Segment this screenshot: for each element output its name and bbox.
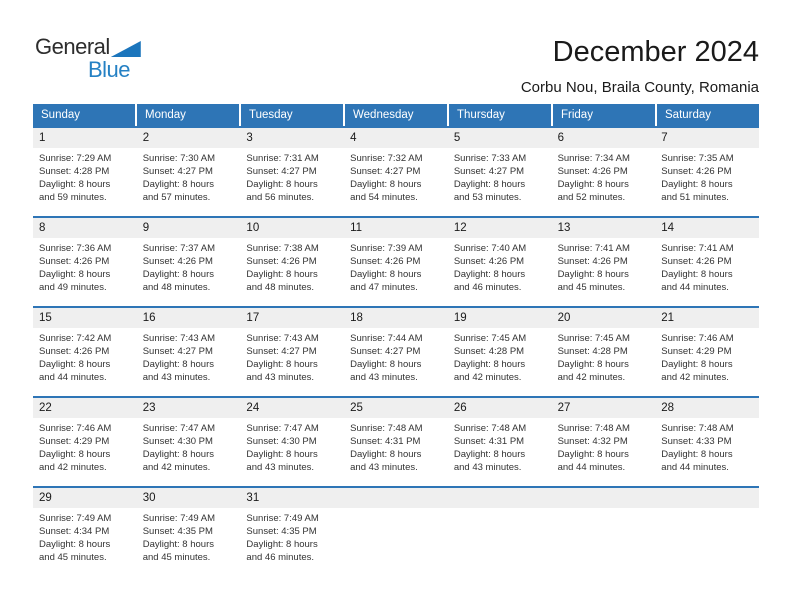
day-number: 17 bbox=[240, 308, 344, 328]
day-number: 16 bbox=[137, 308, 241, 328]
sunrise-text: Sunrise: 7:41 AM bbox=[661, 243, 734, 254]
day-cell bbox=[240, 488, 344, 576]
day-cell bbox=[448, 218, 552, 306]
day-number: 1 bbox=[33, 128, 137, 148]
day-cell bbox=[137, 128, 241, 216]
daylight-text-line2: and 45 minutes. bbox=[142, 552, 211, 563]
daylight-text-line1: Daylight: 8 hours bbox=[142, 359, 214, 370]
daylight-text-line1: Daylight: 8 hours bbox=[557, 359, 629, 370]
day-details bbox=[33, 148, 137, 204]
sunset-text: Sunset: 4:26 PM bbox=[453, 256, 525, 267]
daylight-text-line1: Daylight: 8 hours bbox=[661, 449, 733, 460]
sunset-text: Sunset: 4:35 PM bbox=[246, 526, 317, 537]
daylight-text-line2: and 44 minutes. bbox=[661, 462, 729, 473]
daylight-text-line2: and 49 minutes. bbox=[39, 282, 107, 293]
daylight-text-line2: and 43 minutes. bbox=[350, 372, 418, 383]
sunset-text: Sunset: 4:28 PM bbox=[557, 346, 628, 357]
day-cell bbox=[655, 218, 759, 306]
logo-text-blue: Blue bbox=[88, 57, 131, 82]
calendar-table bbox=[33, 104, 759, 576]
day-cell bbox=[655, 488, 759, 576]
day-cell bbox=[344, 128, 448, 216]
day-number: 14 bbox=[655, 218, 759, 238]
daylight-text-line1: Daylight: 8 hours bbox=[453, 449, 526, 460]
sunrise-text: Sunrise: 7:35 AM bbox=[661, 153, 734, 164]
day-number: 7 bbox=[655, 128, 759, 148]
day-number: 27 bbox=[552, 398, 656, 418]
day-number: 3 bbox=[240, 128, 344, 148]
sunrise-text: Sunrise: 7:49 AM bbox=[246, 513, 319, 524]
daylight-text-line2: and 43 minutes. bbox=[350, 462, 418, 473]
location-subtitle: Corbu Nou, Braila County, Romania bbox=[520, 79, 759, 96]
day-number: 18 bbox=[344, 308, 448, 328]
day-details bbox=[344, 418, 448, 474]
daylight-text-line1: Daylight: 8 hours bbox=[39, 359, 111, 370]
daylight-text-line2: and 48 minutes. bbox=[142, 282, 211, 293]
day-details bbox=[137, 328, 241, 384]
daylight-text-line1: Daylight: 8 hours bbox=[142, 449, 214, 460]
sunset-text: Sunset: 4:26 PM bbox=[350, 256, 421, 267]
daylight-text-line2: and 54 minutes. bbox=[350, 192, 418, 203]
header bbox=[521, 36, 759, 96]
sunrise-text: Sunrise: 7:40 AM bbox=[453, 243, 527, 254]
day-cell bbox=[552, 488, 656, 576]
daylight-text-line2: and 44 minutes. bbox=[39, 372, 107, 383]
weekday-header: Wednesday bbox=[345, 104, 447, 126]
daylight-text-line2: and 57 minutes. bbox=[142, 192, 211, 203]
day-number: 23 bbox=[137, 398, 241, 418]
day-number: 21 bbox=[655, 308, 759, 328]
day-details bbox=[655, 418, 759, 474]
daylight-text-line1: Daylight: 8 hours bbox=[557, 179, 629, 190]
sunrise-text: Sunrise: 7:47 AM bbox=[142, 423, 216, 434]
day-details bbox=[448, 148, 552, 204]
logo-text-general: General bbox=[35, 34, 110, 59]
day-cell bbox=[552, 398, 656, 486]
sunrise-text: Sunrise: 7:46 AM bbox=[661, 333, 734, 344]
day-number: 25 bbox=[344, 398, 448, 418]
daylight-text-line2: and 53 minutes. bbox=[453, 192, 522, 203]
daylight-text-line1: Daylight: 8 hours bbox=[246, 179, 318, 190]
sunset-text: Sunset: 4:27 PM bbox=[350, 346, 421, 357]
day-details bbox=[33, 508, 137, 564]
sunset-text: Sunset: 4:26 PM bbox=[557, 166, 628, 177]
week-row bbox=[33, 306, 759, 396]
day-details bbox=[137, 508, 241, 564]
daylight-text-line1: Daylight: 8 hours bbox=[453, 179, 526, 190]
day-cell bbox=[448, 398, 552, 486]
weekday-header: Sunday bbox=[33, 104, 135, 126]
sunset-text: Sunset: 4:26 PM bbox=[39, 346, 110, 357]
day-cell bbox=[344, 218, 448, 306]
daylight-text-line2: and 43 minutes. bbox=[246, 462, 315, 473]
logo bbox=[35, 36, 141, 81]
day-cell bbox=[344, 398, 448, 486]
sunset-text: Sunset: 4:26 PM bbox=[142, 256, 213, 267]
day-number: 9 bbox=[137, 218, 241, 238]
daylight-text-line2: and 46 minutes. bbox=[453, 282, 522, 293]
day-details bbox=[240, 418, 344, 474]
daylight-text-line2: and 45 minutes. bbox=[39, 552, 107, 563]
day-number: 20 bbox=[552, 308, 656, 328]
day-details bbox=[240, 328, 344, 384]
sunset-text: Sunset: 4:30 PM bbox=[246, 436, 317, 447]
sunset-text: Sunset: 4:27 PM bbox=[246, 346, 317, 357]
day-cell bbox=[552, 128, 656, 216]
day-cell bbox=[33, 308, 137, 396]
weekday-header: Friday bbox=[553, 104, 655, 126]
day-number: 11 bbox=[344, 218, 448, 238]
daylight-text-line1: Daylight: 8 hours bbox=[661, 359, 733, 370]
day-cell bbox=[137, 488, 241, 576]
day-cell bbox=[552, 218, 656, 306]
daylight-text-line1: Daylight: 8 hours bbox=[246, 449, 318, 460]
sunset-text: Sunset: 4:26 PM bbox=[661, 166, 732, 177]
sunset-text: Sunset: 4:26 PM bbox=[557, 256, 628, 267]
daylight-text-line2: and 44 minutes. bbox=[661, 282, 729, 293]
daylight-text-line1: Daylight: 8 hours bbox=[39, 179, 111, 190]
daylight-text-line1: Daylight: 8 hours bbox=[246, 359, 318, 370]
day-details bbox=[344, 148, 448, 204]
day-cell bbox=[33, 218, 137, 306]
day-number: 31 bbox=[240, 488, 344, 508]
sunset-text: Sunset: 4:34 PM bbox=[39, 526, 110, 537]
day-cell bbox=[448, 128, 552, 216]
day-number: 30 bbox=[137, 488, 241, 508]
daylight-text-line1: Daylight: 8 hours bbox=[557, 449, 629, 460]
day-cell bbox=[240, 308, 344, 396]
daylight-text-line2: and 56 minutes. bbox=[246, 192, 315, 203]
daylight-text-line1: Daylight: 8 hours bbox=[350, 269, 422, 280]
daylight-text-line2: and 59 minutes. bbox=[39, 192, 107, 203]
daylight-text-line2: and 44 minutes. bbox=[557, 462, 626, 473]
day-details bbox=[655, 148, 759, 204]
day-number: 12 bbox=[448, 218, 552, 238]
day-details bbox=[552, 418, 656, 474]
daylight-text-line1: Daylight: 8 hours bbox=[350, 449, 422, 460]
daylight-text-line1: Daylight: 8 hours bbox=[142, 179, 214, 190]
daylight-text-line2: and 45 minutes. bbox=[557, 282, 626, 293]
day-details bbox=[448, 418, 552, 474]
day-cell bbox=[344, 488, 448, 576]
sunset-text: Sunset: 4:27 PM bbox=[453, 166, 525, 177]
day-details bbox=[33, 238, 137, 294]
sunrise-text: Sunrise: 7:38 AM bbox=[246, 243, 319, 254]
day-details bbox=[655, 328, 759, 384]
sunset-text: Sunset: 4:27 PM bbox=[246, 166, 317, 177]
day-details bbox=[448, 508, 552, 512]
day-cell bbox=[33, 398, 137, 486]
sunset-text: Sunset: 4:28 PM bbox=[39, 166, 110, 177]
sunset-text: Sunset: 4:27 PM bbox=[350, 166, 421, 177]
day-cell bbox=[448, 308, 552, 396]
sunrise-text: Sunrise: 7:29 AM bbox=[39, 153, 112, 164]
sunrise-text: Sunrise: 7:30 AM bbox=[142, 153, 216, 164]
day-details bbox=[137, 148, 241, 204]
sunrise-text: Sunrise: 7:33 AM bbox=[453, 153, 527, 164]
daylight-text-line2: and 42 minutes. bbox=[661, 372, 729, 383]
daylight-text-line1: Daylight: 8 hours bbox=[39, 269, 111, 280]
day-number: 10 bbox=[240, 218, 344, 238]
day-cell bbox=[552, 308, 656, 396]
daylight-text-line1: Daylight: 8 hours bbox=[142, 539, 214, 550]
sunset-text: Sunset: 4:30 PM bbox=[142, 436, 213, 447]
page-title: December 2024 bbox=[552, 36, 759, 68]
day-number: 2 bbox=[137, 128, 241, 148]
calendar-weeks bbox=[33, 126, 759, 576]
day-details bbox=[344, 508, 448, 512]
week-row bbox=[33, 126, 759, 216]
day-cell bbox=[137, 218, 241, 306]
daylight-text-line2: and 46 minutes. bbox=[246, 552, 315, 563]
sunrise-text: Sunrise: 7:43 AM bbox=[142, 333, 216, 344]
day-number: 6 bbox=[552, 128, 656, 148]
logo-triangle-icon bbox=[111, 41, 141, 57]
weekday-header: Thursday bbox=[449, 104, 551, 126]
sunrise-text: Sunrise: 7:48 AM bbox=[350, 423, 423, 434]
weekday-header-row bbox=[33, 104, 759, 126]
daylight-text-line2: and 43 minutes. bbox=[453, 462, 522, 473]
sunrise-text: Sunrise: 7:41 AM bbox=[557, 243, 630, 254]
sunset-text: Sunset: 4:26 PM bbox=[246, 256, 317, 267]
week-row bbox=[33, 216, 759, 306]
day-number: 15 bbox=[33, 308, 137, 328]
day-number: 26 bbox=[448, 398, 552, 418]
sunset-text: Sunset: 4:27 PM bbox=[142, 346, 213, 357]
day-number: 29 bbox=[33, 488, 137, 508]
day-details bbox=[33, 328, 137, 384]
daylight-text-line2: and 42 minutes. bbox=[453, 372, 522, 383]
daylight-text-line1: Daylight: 8 hours bbox=[142, 269, 214, 280]
sunrise-text: Sunrise: 7:31 AM bbox=[246, 153, 319, 164]
day-details bbox=[137, 238, 241, 294]
day-number bbox=[448, 488, 552, 508]
daylight-text-line1: Daylight: 8 hours bbox=[350, 359, 422, 370]
sunrise-text: Sunrise: 7:45 AM bbox=[453, 333, 527, 344]
day-number: 28 bbox=[655, 398, 759, 418]
day-cell bbox=[137, 308, 241, 396]
day-details bbox=[448, 328, 552, 384]
daylight-text-line2: and 47 minutes. bbox=[350, 282, 418, 293]
day-details bbox=[655, 508, 759, 512]
daylight-text-line1: Daylight: 8 hours bbox=[350, 179, 422, 190]
day-details bbox=[552, 328, 656, 384]
day-number: 13 bbox=[552, 218, 656, 238]
sunset-text: Sunset: 4:26 PM bbox=[39, 256, 110, 267]
day-details bbox=[552, 148, 656, 204]
day-number: 5 bbox=[448, 128, 552, 148]
weekday-header: Monday bbox=[137, 104, 239, 126]
sunrise-text: Sunrise: 7:46 AM bbox=[39, 423, 112, 434]
day-number: 19 bbox=[448, 308, 552, 328]
sunset-text: Sunset: 4:27 PM bbox=[142, 166, 213, 177]
sunset-text: Sunset: 4:31 PM bbox=[350, 436, 421, 447]
sunrise-text: Sunrise: 7:48 AM bbox=[557, 423, 630, 434]
day-details bbox=[448, 238, 552, 294]
week-row bbox=[33, 486, 759, 576]
daylight-text-line2: and 42 minutes. bbox=[557, 372, 626, 383]
daylight-text-line2: and 43 minutes. bbox=[246, 372, 315, 383]
day-cell bbox=[344, 308, 448, 396]
daylight-text-line1: Daylight: 8 hours bbox=[246, 539, 318, 550]
day-cell bbox=[240, 218, 344, 306]
sunset-text: Sunset: 4:35 PM bbox=[142, 526, 213, 537]
sunrise-text: Sunrise: 7:36 AM bbox=[39, 243, 112, 254]
day-details bbox=[552, 238, 656, 294]
daylight-text-line2: and 51 minutes. bbox=[661, 192, 729, 203]
sunset-text: Sunset: 4:29 PM bbox=[39, 436, 110, 447]
day-cell bbox=[33, 488, 137, 576]
sunrise-text: Sunrise: 7:48 AM bbox=[453, 423, 527, 434]
sunrise-text: Sunrise: 7:37 AM bbox=[142, 243, 216, 254]
day-number: 24 bbox=[240, 398, 344, 418]
daylight-text-line2: and 52 minutes. bbox=[557, 192, 626, 203]
sunrise-text: Sunrise: 7:44 AM bbox=[350, 333, 423, 344]
day-details bbox=[344, 328, 448, 384]
sunrise-text: Sunrise: 7:32 AM bbox=[350, 153, 423, 164]
day-cell bbox=[240, 398, 344, 486]
day-cell bbox=[137, 398, 241, 486]
daylight-text-line2: and 42 minutes. bbox=[142, 462, 211, 473]
sunset-text: Sunset: 4:31 PM bbox=[453, 436, 525, 447]
sunrise-text: Sunrise: 7:49 AM bbox=[142, 513, 216, 524]
sunset-text: Sunset: 4:32 PM bbox=[557, 436, 628, 447]
day-details bbox=[240, 238, 344, 294]
sunrise-text: Sunrise: 7:47 AM bbox=[246, 423, 319, 434]
daylight-text-line1: Daylight: 8 hours bbox=[39, 539, 111, 550]
day-number bbox=[552, 488, 656, 508]
week-row bbox=[33, 396, 759, 486]
day-details bbox=[137, 418, 241, 474]
sunrise-text: Sunrise: 7:42 AM bbox=[39, 333, 112, 344]
day-cell bbox=[33, 128, 137, 216]
sunrise-text: Sunrise: 7:45 AM bbox=[557, 333, 630, 344]
day-number: 4 bbox=[344, 128, 448, 148]
day-number: 8 bbox=[33, 218, 137, 238]
day-number: 22 bbox=[33, 398, 137, 418]
day-number bbox=[655, 488, 759, 508]
daylight-text-line1: Daylight: 8 hours bbox=[39, 449, 111, 460]
daylight-text-line2: and 43 minutes. bbox=[142, 372, 211, 383]
weekday-header: Tuesday bbox=[241, 104, 343, 126]
day-number bbox=[344, 488, 448, 508]
day-cell bbox=[448, 488, 552, 576]
sunset-text: Sunset: 4:29 PM bbox=[661, 346, 732, 357]
daylight-text-line1: Daylight: 8 hours bbox=[453, 359, 526, 370]
weekday-header: Saturday bbox=[657, 104, 759, 126]
daylight-text-line2: and 48 minutes. bbox=[246, 282, 315, 293]
sunrise-text: Sunrise: 7:49 AM bbox=[39, 513, 112, 524]
day-details bbox=[240, 148, 344, 204]
daylight-text-line1: Daylight: 8 hours bbox=[661, 179, 733, 190]
day-cell bbox=[655, 308, 759, 396]
day-details bbox=[655, 238, 759, 294]
sunrise-text: Sunrise: 7:39 AM bbox=[350, 243, 423, 254]
daylight-text-line1: Daylight: 8 hours bbox=[557, 269, 629, 280]
day-details bbox=[33, 418, 137, 474]
sunset-text: Sunset: 4:33 PM bbox=[661, 436, 732, 447]
day-cell bbox=[655, 128, 759, 216]
sunset-text: Sunset: 4:26 PM bbox=[661, 256, 732, 267]
day-cell bbox=[240, 128, 344, 216]
day-details bbox=[344, 238, 448, 294]
sunrise-text: Sunrise: 7:48 AM bbox=[661, 423, 734, 434]
sunset-text: Sunset: 4:28 PM bbox=[453, 346, 525, 357]
day-cell bbox=[655, 398, 759, 486]
daylight-text-line1: Daylight: 8 hours bbox=[246, 269, 318, 280]
daylight-text-line2: and 42 minutes. bbox=[39, 462, 107, 473]
sunrise-text: Sunrise: 7:34 AM bbox=[557, 153, 630, 164]
sunrise-text: Sunrise: 7:43 AM bbox=[246, 333, 319, 344]
day-details bbox=[552, 508, 656, 512]
daylight-text-line1: Daylight: 8 hours bbox=[661, 269, 733, 280]
day-details bbox=[240, 508, 344, 564]
daylight-text-line1: Daylight: 8 hours bbox=[453, 269, 526, 280]
